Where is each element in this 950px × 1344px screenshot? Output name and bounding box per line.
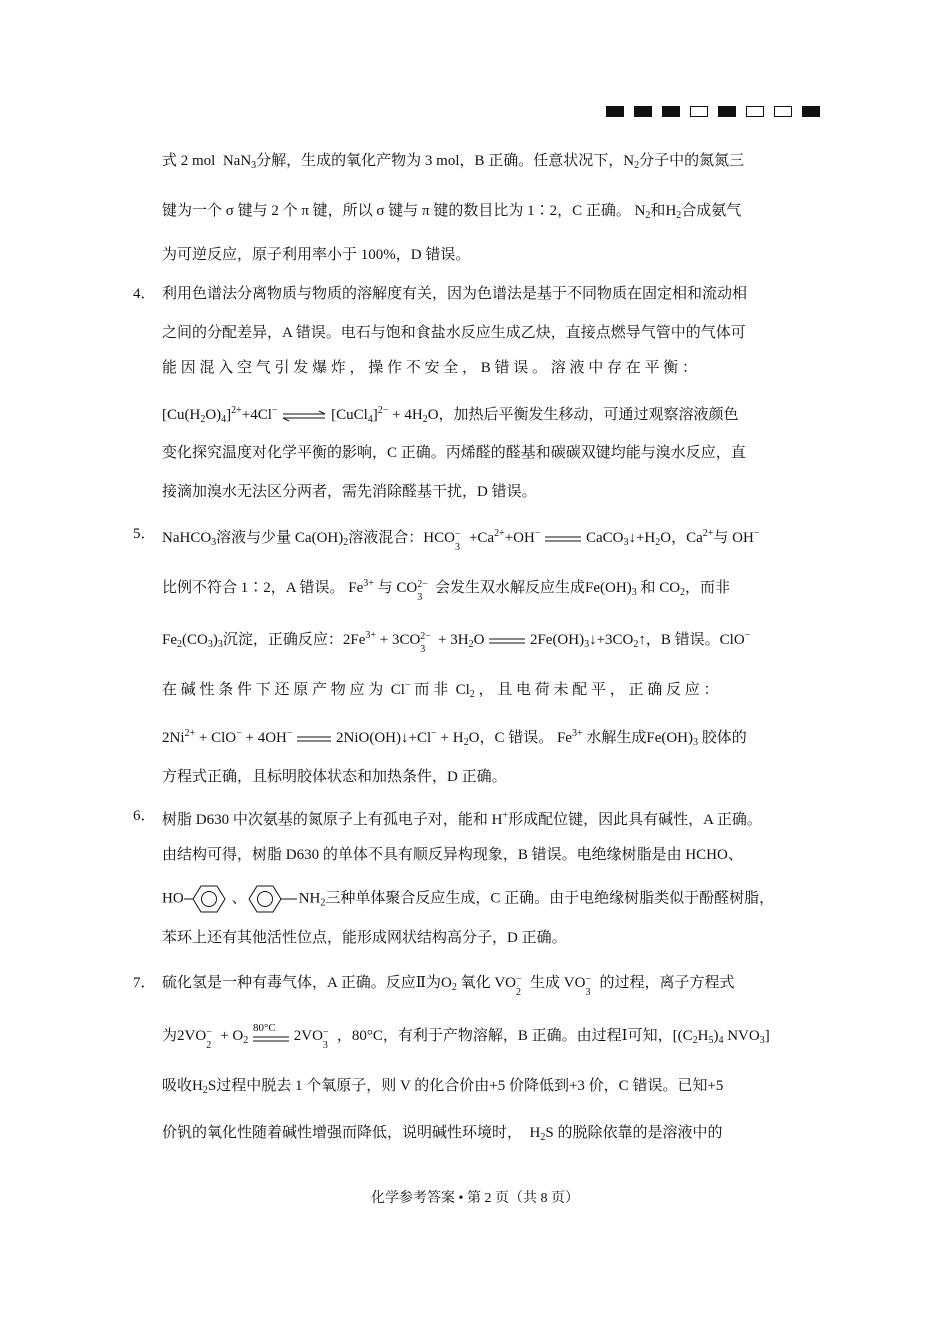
subscript: 4 — [221, 414, 227, 425]
text: 的过程，离子方程式 — [599, 975, 735, 991]
formula: 2VO — [293, 1028, 323, 1044]
precipitate-arrow: ↓ — [589, 632, 597, 648]
subsup — [417, 578, 431, 603]
formula: O — [427, 407, 439, 423]
text: ，C 错误。 — [479, 730, 554, 746]
item4-line6: 接滴加溴水无法区分两者，需先消除醛基干扰，D 错误。 — [162, 484, 537, 500]
formula: ClO — [719, 632, 745, 648]
subscript: 2 — [463, 737, 469, 748]
subscript: 2 — [680, 587, 686, 598]
formula: O) — [205, 407, 222, 423]
formula: CaCO — [585, 530, 624, 546]
text: 溶液与少量 Ca(OH) — [216, 530, 344, 546]
formula: H — [697, 1028, 709, 1044]
subscript: 2 — [243, 1035, 249, 1046]
superscript: − — [236, 728, 242, 739]
formula: 2VO — [177, 1028, 207, 1044]
item5-line1 — [162, 524, 814, 553]
item4-line5: 变化探究温度对化学平衡的影响，C 正确。丙烯醛的醛基和碳碳双键均能与溴水反应，直 — [162, 445, 746, 461]
item-number-4: 4． — [133, 286, 156, 302]
equals-arrow-icon — [252, 1035, 290, 1043]
subscript: 2 — [676, 210, 682, 221]
formula: HCO — [423, 530, 455, 546]
formula: NaN — [222, 153, 252, 169]
item5-line2 — [162, 574, 814, 603]
subscript: 2 — [200, 414, 206, 425]
formula: O — [660, 530, 672, 546]
text: ，Ca — [671, 530, 703, 546]
subscript: 3 — [211, 537, 217, 548]
superscript: − — [206, 1026, 212, 1038]
formula: Cl — [455, 682, 470, 698]
subscript: 3 — [217, 639, 223, 650]
text: 水解生成 — [586, 730, 647, 746]
subscript: 2 — [422, 414, 428, 425]
text: ，加热后平衡发生移动，可通过观察溶液颜色 — [438, 407, 739, 423]
formula: ] — [764, 1028, 770, 1044]
superscript: 2− — [377, 405, 389, 416]
item3-line2 — [162, 201, 814, 226]
formula: +Cl — [408, 730, 432, 746]
subscript: 3 — [631, 587, 637, 598]
formula: 2NiO(OH) — [336, 730, 402, 746]
subscript: 2 — [343, 537, 349, 548]
item3-line1 — [162, 151, 814, 176]
formula: Fe(OH) — [585, 580, 632, 596]
subscript: 3 — [251, 160, 257, 171]
formula: NaHCO — [162, 530, 212, 546]
header-mark-6 — [746, 106, 764, 117]
formula: +OH — [504, 530, 535, 546]
item4-line3: 能 因 混 入 空 气 引 发 爆 炸 ， 操 作 不 安 全 ， B 错 误 。 溶 液 中 存 在 平 衡 ： — [162, 360, 698, 376]
text: 树脂 D630 中次氨基的氮原子上有孤电子对，能和 H — [162, 812, 503, 828]
item6-line1 — [162, 806, 814, 830]
header-mark-2 — [634, 106, 652, 117]
subsup — [454, 528, 469, 553]
text: 为 — [162, 1028, 178, 1044]
superscript: − — [286, 728, 293, 739]
item4-line4: $[Cu(H_2O)_4]^{2+}+4Cl^-$ [CuCl$_4$]$^{2-}$ + $4H_2O$，加热后平衡发生移动，可通过观察溶液颜色 — [162, 405, 739, 425]
subscript: 4 — [367, 414, 373, 425]
text: 式 2 mol — [162, 153, 216, 169]
formula: 2Fe — [342, 632, 366, 648]
superscript: − — [322, 1026, 329, 1038]
superscript: 2− — [420, 630, 431, 642]
reaction-condition: 80°C — [252, 1021, 276, 1034]
formula: [CuCl — [331, 407, 368, 423]
header-mark-3 — [662, 106, 680, 117]
formula: 2Ni — [162, 730, 185, 746]
subscript: 3 — [420, 643, 426, 655]
benzene-ring-icon — [184, 884, 232, 914]
item7-line3: 吸收$H_2S$过程中脱去 1 个氧原子，则 V 的化合价由+5 价降低到+3 价，C 错误。已知+5 — [162, 1078, 724, 1096]
text: 过程中脱去 1 个氧原子，则 V 的化合价由+5 价降低到+3 价，C 错误。已知+5 — [216, 1078, 724, 1094]
subscript: 3 — [623, 537, 629, 548]
superscript: − — [753, 528, 760, 539]
subscript: 4 — [718, 1035, 724, 1046]
text: 形成配位键，因此具有碱性，A 正确。 — [508, 812, 762, 828]
subscript: 3 — [322, 1039, 328, 1051]
superscript: − — [534, 528, 541, 539]
item6-line3 — [162, 884, 814, 914]
superscript: − — [271, 405, 278, 416]
superscript: 2+ — [702, 528, 714, 539]
subscript: 3 — [759, 1035, 765, 1046]
item-number-5: 5． — [133, 526, 156, 542]
formula: (CO — [182, 632, 208, 648]
formula: CO — [396, 580, 418, 596]
superscript: 2− — [417, 578, 428, 590]
subsup — [322, 1026, 337, 1051]
formula: Cl — [390, 682, 405, 698]
equals-arrow-icon — [544, 535, 582, 543]
item4-line2: 之间的分配差异，A 错误。电石与饱和食盐水反应生成乙炔，直接点燃导气管中的气体可 — [162, 325, 746, 341]
text: 和 — [650, 203, 666, 219]
superscript: 2+ — [184, 728, 196, 739]
text: 可知， — [627, 1028, 673, 1044]
formula: VO — [494, 975, 517, 991]
formula: Fe(OH) — [646, 730, 694, 746]
formula: N — [634, 203, 646, 219]
item5-line6: 方程式正确，且标明胶体状态和加热条件，D 正确。 — [162, 769, 507, 785]
subscript: 2 — [655, 537, 661, 548]
text: ，B 错误。 — [645, 632, 720, 648]
text: 价钒的氧化性随着碱性增强而降低，说明碱性环境时， — [162, 1125, 523, 1141]
text: 溶液混合： — [348, 530, 424, 546]
text: 、 — [231, 890, 247, 907]
gas-arrow: ↑ — [638, 632, 646, 648]
item-number-7: 7． — [133, 975, 156, 991]
superscript: − — [585, 973, 592, 985]
formula: O — [473, 632, 485, 648]
superscript: 3+ — [365, 630, 376, 641]
text: 与 — [377, 580, 393, 596]
subscript: 2 — [202, 1085, 208, 1096]
formula: +H — [635, 530, 656, 546]
subscript: 2 — [468, 639, 474, 650]
text: 会发生双水解反应生成 — [435, 580, 586, 596]
formula: +3CO — [596, 632, 634, 648]
header-mark-7 — [774, 106, 792, 117]
item5-line3 — [162, 626, 814, 655]
subscript: 2 — [451, 982, 457, 993]
superscript: − — [744, 630, 751, 641]
item6-line4: 苯环上还有其他活性位点，能形成网状结构高分子，D 正确。 — [162, 930, 567, 946]
superscript: − — [431, 728, 437, 739]
equals-arrow-icon — [488, 637, 526, 645]
text: 而 非 — [414, 682, 449, 698]
superscript: 2+ — [494, 528, 505, 539]
precipitate-arrow: ↓ — [628, 530, 636, 546]
subscript: 2 — [320, 897, 326, 909]
text: 与 OH — [713, 530, 754, 546]
formula: ) — [212, 632, 218, 648]
superscript: − — [516, 973, 522, 985]
formula: HO — [162, 890, 184, 907]
text: 键为一个 σ 键与 2 个 π 键，所以 σ 键与 π 键的数目比为 1∶2，C 正确。 — [162, 203, 631, 219]
text: 为 — [425, 975, 441, 991]
header-mark-4 — [690, 106, 708, 117]
formula: + ClO — [198, 730, 237, 746]
text: 吸收 — [162, 1078, 193, 1094]
roman-numeral: Ⅰ — [621, 1028, 628, 1044]
subscript: 3 — [585, 986, 591, 998]
item6-line2: 由结构可得，树脂 D630 的单体不具有顺反异构现象，B 错误。电绝缘树脂是由 HCHO、 — [162, 847, 743, 863]
subscript: 3 — [693, 737, 699, 748]
superscript: − — [454, 528, 461, 540]
subscript: 2 — [469, 689, 475, 700]
text: 氧化 — [460, 975, 491, 991]
formula: +Ca — [468, 530, 495, 546]
subsup — [206, 1026, 220, 1051]
subscript: 2 — [177, 639, 182, 650]
item5-line4 — [162, 676, 814, 705]
item5-line5 — [162, 724, 814, 753]
text: 硫化氢是一种有毒气体，A 正确。反应 — [162, 975, 416, 991]
text: 分子中的氮氮三 — [639, 153, 745, 169]
subscript: 3 — [417, 591, 423, 603]
subscript: 2 — [516, 986, 522, 998]
item7-line1 — [162, 973, 814, 998]
formula: (C — [677, 1028, 693, 1044]
item7-line2: 为2VO − 2 + $O_2$ 80°C 2VO − 3 ，80°C，有利于产物溶解，B 正确。由过程Ⅰ可知，[$(C_2H_5)_4$ $NVO_3$] — [162, 1026, 814, 1051]
text: 和 — [640, 580, 656, 596]
formula: H — [192, 1078, 203, 1094]
formula: Fe — [348, 580, 364, 596]
subscript: 3 — [584, 639, 590, 650]
subscript: 2 — [645, 210, 651, 221]
text: ，而非 — [685, 580, 731, 596]
subscript: 2 — [634, 160, 640, 171]
superscript: 2+ — [231, 405, 242, 416]
page-footer: 化学参考答案 • 第 2 页（共 8 页） — [371, 1191, 579, 1206]
item3-line3 — [162, 245, 814, 265]
formula: + 4H — [392, 407, 423, 423]
superscript: + — [502, 810, 509, 821]
precipitate-arrow: ↓ — [401, 730, 409, 746]
header-mark-8 — [802, 106, 820, 117]
text: ，80°C，有利于产物溶解，B 正确。由过程 — [336, 1028, 622, 1044]
text: 胶体的 — [701, 730, 747, 746]
subscript: 2 — [540, 1132, 546, 1143]
text: 合成氨气 — [681, 203, 742, 219]
text: 沉淀，正确反应： — [222, 632, 343, 648]
formula: O — [468, 730, 480, 746]
subscript: 2 — [633, 639, 639, 650]
subscript: 3 — [454, 541, 460, 553]
formula: N — [623, 153, 635, 169]
formula: +4Cl — [241, 407, 272, 423]
text: ， 且 电 荷 未 配 平 ， 正 确 反 应 ： — [478, 682, 719, 698]
formula: Fe — [162, 632, 177, 648]
superscript: 3+ — [363, 578, 374, 589]
text: 三种单体聚合反应生成，C 正确。由于电绝缘树脂类似于酚醛树脂， — [325, 890, 775, 907]
item7-line4: 价钒的氧化性随着碱性增强而降低，说明碱性环境时， $H_2S$ 的脱除依靠的是溶液中的 — [162, 1125, 723, 1143]
subscript: 2 — [692, 1035, 698, 1046]
header-mark-1 — [606, 106, 624, 117]
subsup — [420, 630, 434, 655]
formula: H — [665, 203, 677, 219]
formula: + 3H — [438, 632, 469, 648]
formula: [Cu(H — [162, 407, 201, 423]
formula: + 3CO — [379, 632, 421, 648]
formula: + 4OH — [245, 730, 287, 746]
benzene-ring-icon — [247, 884, 299, 914]
formula: H — [529, 1125, 541, 1141]
formula: NH — [298, 890, 321, 907]
superscript: 3+ — [571, 728, 583, 739]
formula: + O — [220, 1028, 244, 1044]
subscript: 3 — [207, 639, 213, 650]
formula: NVO — [727, 1028, 760, 1044]
formula: ) — [713, 1028, 719, 1044]
item-number-6: 6． — [133, 808, 156, 824]
formula: + H — [440, 730, 464, 746]
equals-arrow-icon — [296, 735, 332, 743]
subsup — [585, 973, 599, 998]
text: 的脱除依靠的是溶液中的 — [557, 1125, 723, 1141]
roman-numeral: Ⅱ — [415, 975, 426, 991]
text: 在 碱 性 条 件 下 还 原 产 物 应 为 — [162, 682, 384, 698]
item4-line1: 利用色谱法分离物质与物质的溶解度有关，因为色谱法是基于不同物质在固定相和流动相 — [162, 286, 748, 302]
formula: 2Fe(OH) — [529, 632, 585, 648]
formula: Fe — [556, 730, 572, 746]
equilibrium-arrow-icon — [281, 410, 327, 422]
superscript: − — [404, 680, 411, 691]
text: 分解，生成的氧化产物为 3 mol，B 正确。任意状况下， — [256, 153, 624, 169]
text: 生成 — [530, 975, 561, 991]
reaction-condition-arrow — [252, 1021, 290, 1047]
formula: O — [440, 975, 452, 991]
formula: CO — [659, 580, 681, 596]
header-marks — [606, 106, 816, 120]
formula: VO — [563, 975, 586, 991]
subsup — [516, 973, 530, 998]
subscript: 2 — [206, 1039, 212, 1051]
text: 比例不符合 1∶2，A 错误。 — [162, 580, 345, 596]
header-mark-5 — [718, 106, 736, 117]
text: 为可逆反应，原子利用率小于 100%，D 错误。 — [162, 247, 471, 263]
